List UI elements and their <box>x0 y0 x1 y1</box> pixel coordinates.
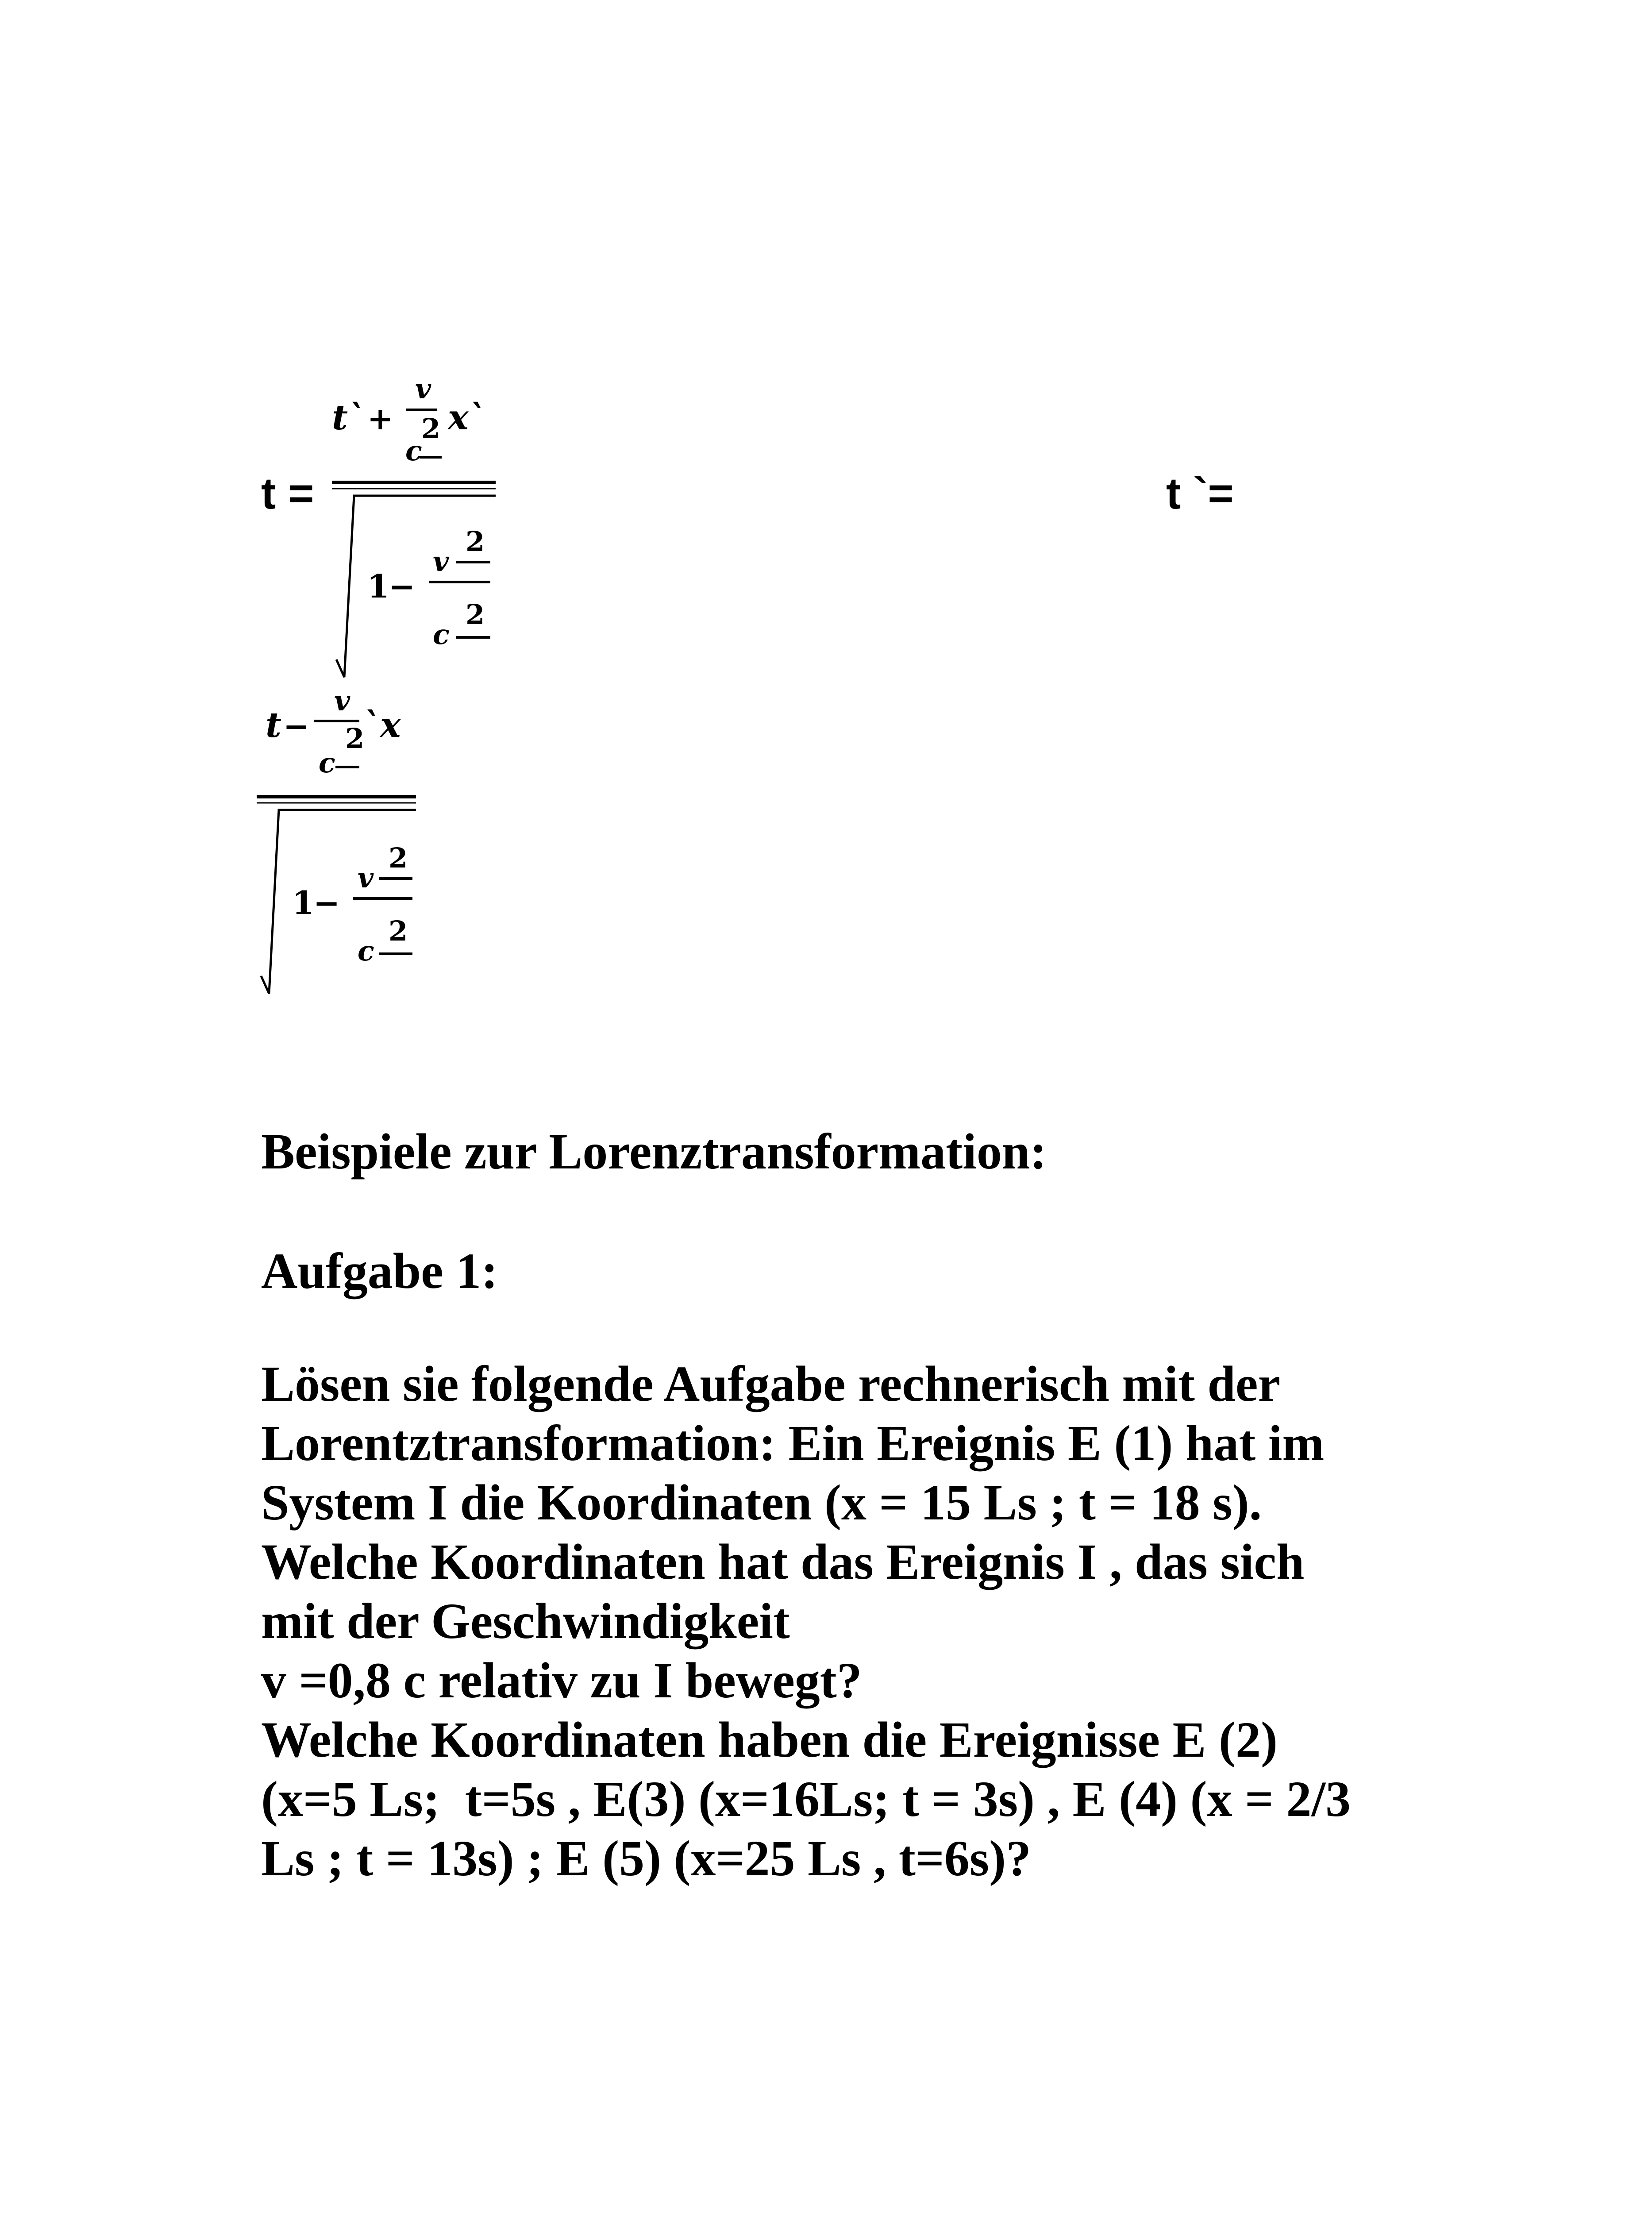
tp-rad-one: 1 <box>292 884 315 921</box>
t-num-tprime: t` <box>332 397 366 438</box>
t-prime-formula <box>257 685 443 1007</box>
t-label: t = <box>261 469 314 518</box>
tp-num-t: t <box>266 705 282 745</box>
t-rad-minus: − <box>389 567 416 605</box>
task-line: v =0,8 c relativ zu I bewegt? <box>261 1652 862 1708</box>
t-num-x: x` <box>448 397 486 438</box>
tp-rad-c: c <box>358 935 374 967</box>
task-title: Aufgabe 1: <box>261 1243 498 1299</box>
t-formula <box>323 372 535 690</box>
task-line: Lorentztransformation: Ein Ereignis E (1) hat im <box>261 1415 1325 1471</box>
tp-num-x: `x <box>363 705 401 745</box>
tp-rad-v: v <box>358 862 374 894</box>
tp-num-c: c <box>319 747 335 779</box>
t-rad-exp-top: 2 <box>466 525 485 558</box>
task-line: Welche Koordinaten hat das Ereignis I , das sich <box>261 1534 1305 1590</box>
task-line: (x=5 Ls; t=5s , E(3) (x=16Ls; t = 3s) , E (4) (x = 2/3 <box>261 1771 1351 1827</box>
task-line: mit der Geschwindigkeit <box>261 1593 790 1649</box>
t-radical-sign <box>336 496 496 677</box>
document-heading: Beispiele zur Lorenztransformation: <box>261 1123 1047 1180</box>
task-body <box>261 1354 1589 1888</box>
t-num-plus: + <box>367 400 393 437</box>
tp-num-minus: − <box>283 708 309 744</box>
t-num-c: c <box>405 435 422 467</box>
t-prime-label: t `= <box>1166 469 1234 518</box>
task-line: System I die Koordinaten (x = 15 Ls ; t = 18 s). <box>261 1474 1262 1531</box>
task-line: Welche Koordinaten haben die Ereignisse E (2) <box>261 1712 1278 1768</box>
task-line: Lösen sie folgende Aufgabe rechnerisch mit der <box>261 1356 1281 1412</box>
tp-rad-exp-top: 2 <box>389 842 408 874</box>
tp-rad-exp-bottom: 2 <box>389 915 408 947</box>
tp-num-exp: 2 <box>345 722 365 755</box>
t-rad-c: c <box>433 618 450 651</box>
task-line: Ls ; t = 13s) ; E (5) (x=25 Ls , t=6s)? <box>261 1830 1032 1886</box>
t-rad-exp-bottom: 2 <box>466 598 485 631</box>
t-num-v: v <box>415 373 431 405</box>
t-rad-v: v <box>433 545 449 578</box>
t-rad-one: 1 <box>367 567 390 605</box>
t-num-exp: 2 <box>421 413 441 445</box>
tp-num-v: v <box>334 685 350 717</box>
tp-rad-minus: − <box>313 884 340 921</box>
